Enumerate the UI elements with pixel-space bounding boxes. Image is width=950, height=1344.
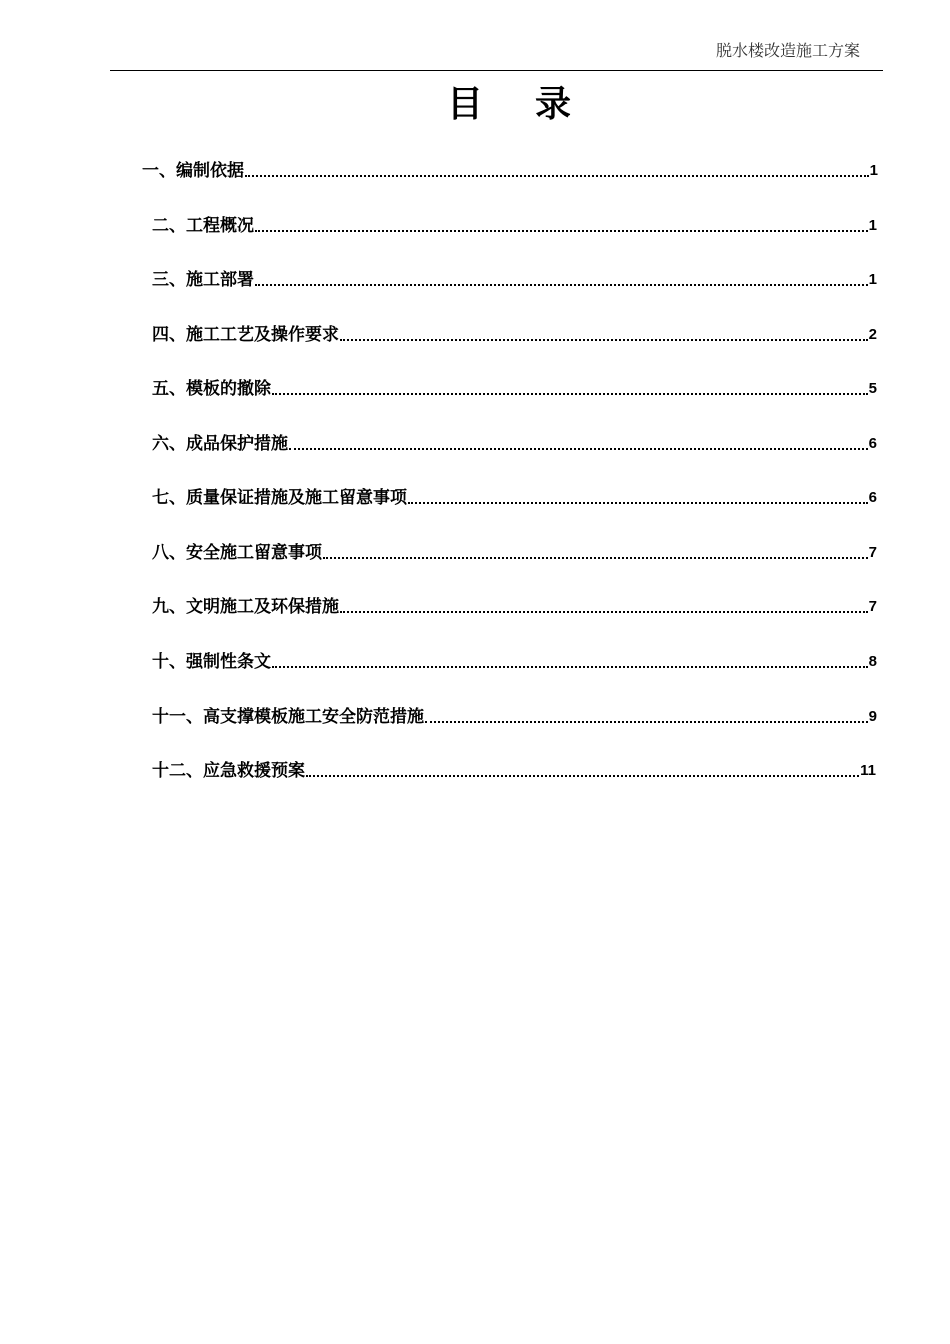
toc-dot-leader [340, 611, 868, 613]
toc-dot-leader [425, 721, 868, 723]
running-header: 脱水楼改造施工方案 [715, 41, 860, 60]
toc-dot-leader [306, 775, 859, 777]
toc-entry-label: 七、质量保证措施及施工留意事项 [152, 488, 407, 508]
toc-entry-page: 9 [868, 708, 877, 725]
toc-entry[interactable] [142, 156, 878, 186]
toc-entry[interactable] [152, 756, 876, 786]
toc-entry[interactable] [152, 211, 877, 241]
toc-entry[interactable] [152, 265, 877, 295]
toc-entry[interactable] [152, 374, 877, 404]
toc-entry-label: 八、安全施工留意事项 [152, 543, 322, 563]
toc-entry-page: 7 [868, 598, 877, 615]
toc-entry[interactable] [152, 320, 877, 350]
header-rule [110, 70, 883, 71]
toc-entry[interactable] [152, 647, 877, 677]
toc-dot-leader [272, 393, 868, 395]
toc-dot-leader [323, 557, 868, 559]
toc-entry-page: 1 [869, 162, 878, 179]
toc-entry-page: 1 [868, 217, 877, 234]
toc-entry[interactable] [152, 483, 877, 513]
toc-entry-page: 5 [868, 380, 877, 397]
toc-entry[interactable] [152, 429, 877, 459]
toc-entry-label: 十、强制性条文 [152, 652, 271, 672]
toc-entry-page: 6 [868, 489, 877, 506]
toc-dot-leader [408, 502, 868, 504]
toc-entry-label: 六、成品保护措施 [152, 434, 288, 454]
toc-entry-label: 三、施工部署 [152, 270, 254, 290]
toc-entry-label: 一、编制依据 [142, 161, 244, 181]
toc-entry[interactable] [152, 702, 877, 732]
toc-dot-leader [255, 284, 868, 286]
toc-entry-label: 四、施工工艺及操作要求 [152, 325, 339, 345]
toc-entry-label: 二、工程概况 [152, 216, 254, 236]
toc-dot-leader [289, 448, 868, 450]
toc-entry-page: 1 [868, 271, 877, 288]
toc-entry-label: 十二、应急救援预案 [152, 761, 305, 781]
toc-entry[interactable] [152, 592, 877, 622]
toc-entry-page: 8 [868, 653, 877, 670]
toc-entry-label: 五、模板的撤除 [152, 379, 271, 399]
toc-entry[interactable] [152, 538, 877, 568]
toc-dot-leader [272, 666, 868, 668]
toc-dot-leader [255, 230, 868, 232]
toc-entry-page: 11 [860, 762, 876, 779]
document-title: 目录 [446, 84, 623, 125]
toc-dot-leader [245, 175, 869, 177]
toc-entry-label: 九、文明施工及环保措施 [152, 597, 339, 617]
toc-entry-page: 2 [868, 326, 877, 343]
toc-dot-leader [340, 339, 868, 341]
toc-entry-page: 6 [868, 435, 877, 452]
toc-entry-label: 十一、高支撑模板施工安全防范措施 [152, 707, 424, 727]
toc-entry-page: 7 [868, 544, 877, 561]
